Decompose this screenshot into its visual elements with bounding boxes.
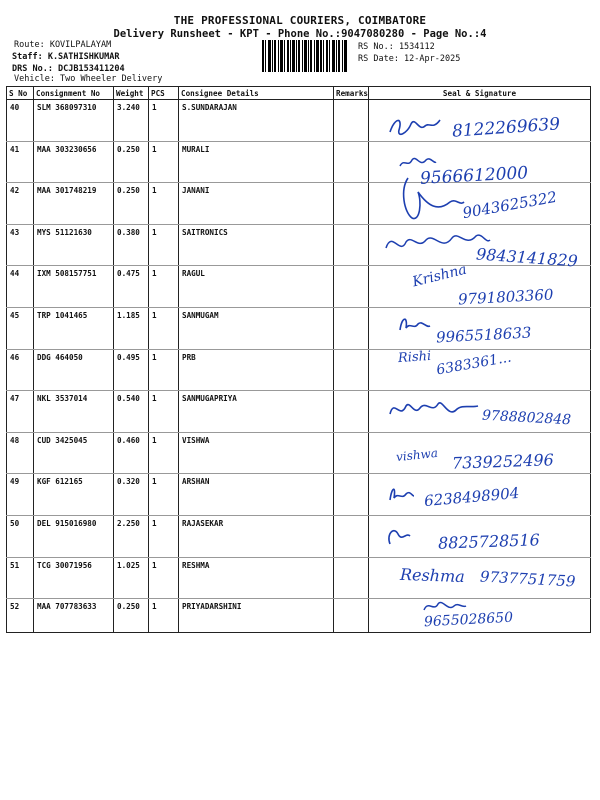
cell-remarks <box>334 432 369 474</box>
cell-weight: 1.025 <box>114 557 149 599</box>
handwritten-phone: 9655028650 <box>423 609 514 631</box>
cell-consignment: CUD 3425045 <box>34 432 114 474</box>
handwritten-phone: 6383361... <box>435 349 513 379</box>
cell-consignee: SANMUGAPRIYA <box>179 391 334 433</box>
cell-weight: 0.495 <box>114 349 149 391</box>
rs-number: RS No.: 1534112 <box>358 42 435 52</box>
handwritten-phone: 7339252496 <box>451 450 555 473</box>
cell-pcs: 1 <box>149 432 179 474</box>
cell-sno: 46 <box>7 349 34 391</box>
col-remarks: Remarks <box>334 87 369 100</box>
cell-pcs: 1 <box>149 349 179 391</box>
vehicle-label: Vehicle: Two Wheeler Delivery <box>14 74 163 84</box>
cell-consignee: SAITRONICS <box>179 224 334 266</box>
cell-remarks <box>334 557 369 599</box>
col-signature: Seal & Signature <box>369 87 591 100</box>
cell-sno: 50 <box>7 515 34 557</box>
table-header-row <box>7 87 591 100</box>
runsheet-subtitle: Delivery Runsheet - KPT - Phone No.:9047080280 - Page No.:4 <box>113 28 487 40</box>
cell-consignment: KGF 612165 <box>34 474 114 516</box>
cell-weight: 0.380 <box>114 224 149 266</box>
cell-consignment: IXM 508157751 <box>34 266 114 308</box>
cell-consignment: DEL 915016980 <box>34 515 114 557</box>
cell-weight: 0.475 <box>114 266 149 308</box>
cell-weight: 2.250 <box>114 515 149 557</box>
signature-scribble <box>384 524 414 548</box>
cell-weight: 0.250 <box>114 599 149 633</box>
cell-weight: 0.540 <box>114 391 149 433</box>
handwritten-name: Krishna <box>410 261 469 291</box>
signature-scribble <box>396 312 432 336</box>
signature-scribble <box>385 112 445 142</box>
cell-pcs: 1 <box>149 474 179 516</box>
cell-pcs: 1 <box>149 141 179 183</box>
cell-remarks <box>334 599 369 633</box>
handwritten-phone: 9791803360 <box>457 285 554 309</box>
cell-consignee: SANMUGAM <box>179 307 334 349</box>
cell-consignee: PRIYADARSHINI <box>179 599 334 633</box>
cell-consignee: S.SUNDARAJAN <box>179 100 334 142</box>
rs-date: RS Date: 12-Apr-2025 <box>358 54 461 64</box>
cell-weight: 0.320 <box>114 474 149 516</box>
cell-remarks <box>334 349 369 391</box>
cell-sno: 42 <box>7 183 34 225</box>
cell-pcs: 1 <box>149 224 179 266</box>
drs-label: DRS No.: DCJB153411204 <box>12 64 125 74</box>
cell-remarks <box>334 183 369 225</box>
company-title: THE PROFESSIONAL COURIERS, COIMBATORE <box>173 14 427 27</box>
cell-weight: 0.460 <box>114 432 149 474</box>
cell-sno: 49 <box>7 474 34 516</box>
cell-remarks <box>334 100 369 142</box>
cell-consignment: NKL 3537014 <box>34 391 114 433</box>
cell-pcs: 1 <box>149 515 179 557</box>
handwritten-name: Reshma <box>399 564 466 587</box>
cell-consignee: PRB <box>179 349 334 391</box>
staff-label: Staff: K.SATHISHKUMAR <box>12 52 120 62</box>
handwritten-phone: 8825728516 <box>437 530 541 553</box>
cell-consignee: MURALI <box>179 141 334 183</box>
handwritten-phone: 9965518633 <box>435 323 532 347</box>
cell-sno: 48 <box>7 432 34 474</box>
cell-consignment: TCG 30071956 <box>34 557 114 599</box>
cell-weight: 0.250 <box>114 141 149 183</box>
handwritten-phone: 9843141829 <box>475 244 579 271</box>
cell-sno: 44 <box>7 266 34 308</box>
col-pcs: PCS <box>149 87 179 100</box>
cell-consignee: JANANI <box>179 183 334 225</box>
cell-pcs: 1 <box>149 307 179 349</box>
signature-scribble <box>386 394 482 426</box>
cell-sno: 51 <box>7 557 34 599</box>
handwritten-phone: 8122269639 <box>451 114 561 142</box>
signature-scribble <box>386 484 416 504</box>
handwritten-phone: 9737751759 <box>479 567 576 591</box>
cell-sno: 40 <box>7 100 34 142</box>
cell-sno: 52 <box>7 599 34 633</box>
cell-sno: 43 <box>7 224 34 266</box>
cell-consignment: MAA 301748219 <box>34 183 114 225</box>
cell-weight: 3.240 <box>114 100 149 142</box>
cell-pcs: 1 <box>149 557 179 599</box>
cell-consignment: MYS 51121630 <box>34 224 114 266</box>
col-consignee: Consignee Details <box>179 87 334 100</box>
cell-consignee: RESHMA <box>179 557 334 599</box>
cell-consignment: TRP 1041465 <box>34 307 114 349</box>
cell-sno: 45 <box>7 307 34 349</box>
handwritten-phone: 9788802848 <box>481 407 572 429</box>
cell-pcs: 1 <box>149 391 179 433</box>
cell-consignment: SLM 368097310 <box>34 100 114 142</box>
cell-remarks <box>334 474 369 516</box>
col-consignment: Consignment No <box>34 87 114 100</box>
cell-consignee: VISHWA <box>179 432 334 474</box>
handwritten-name: Rishi <box>397 348 432 367</box>
cell-pcs: 1 <box>149 599 179 633</box>
handwritten-phone: 6238498904 <box>423 483 521 511</box>
cell-pcs: 1 <box>149 100 179 142</box>
cell-consignee: RAGUL <box>179 266 334 308</box>
cell-remarks <box>334 391 369 433</box>
cell-weight: 0.250 <box>114 183 149 225</box>
handwritten-phone: 9566612000 <box>419 163 529 189</box>
cell-remarks <box>334 307 369 349</box>
cell-consignment: MAA 707783633 <box>34 599 114 633</box>
barcode <box>262 40 348 72</box>
cell-pcs: 1 <box>149 266 179 308</box>
cell-weight: 1.185 <box>114 307 149 349</box>
col-weight: Weight <box>114 87 149 100</box>
cell-consignee: RAJASEKAR <box>179 515 334 557</box>
cell-consignment: DDG 464050 <box>34 349 114 391</box>
col-sno: S No <box>7 87 34 100</box>
cell-pcs: 1 <box>149 183 179 225</box>
cell-remarks <box>334 266 369 308</box>
signature-scribble <box>398 172 468 224</box>
cell-remarks <box>334 141 369 183</box>
route-label: Route: KOVILPALAYAM <box>14 40 112 50</box>
cell-consignment: MAA 303230656 <box>34 141 114 183</box>
cell-remarks <box>334 224 369 266</box>
cell-sno: 41 <box>7 141 34 183</box>
handwritten-name: vishwa <box>395 445 439 465</box>
cell-consignee: ARSHAN <box>179 474 334 516</box>
cell-sno: 47 <box>7 391 34 433</box>
cell-remarks <box>334 515 369 557</box>
handwritten-phone: 9043625322 <box>461 187 559 223</box>
